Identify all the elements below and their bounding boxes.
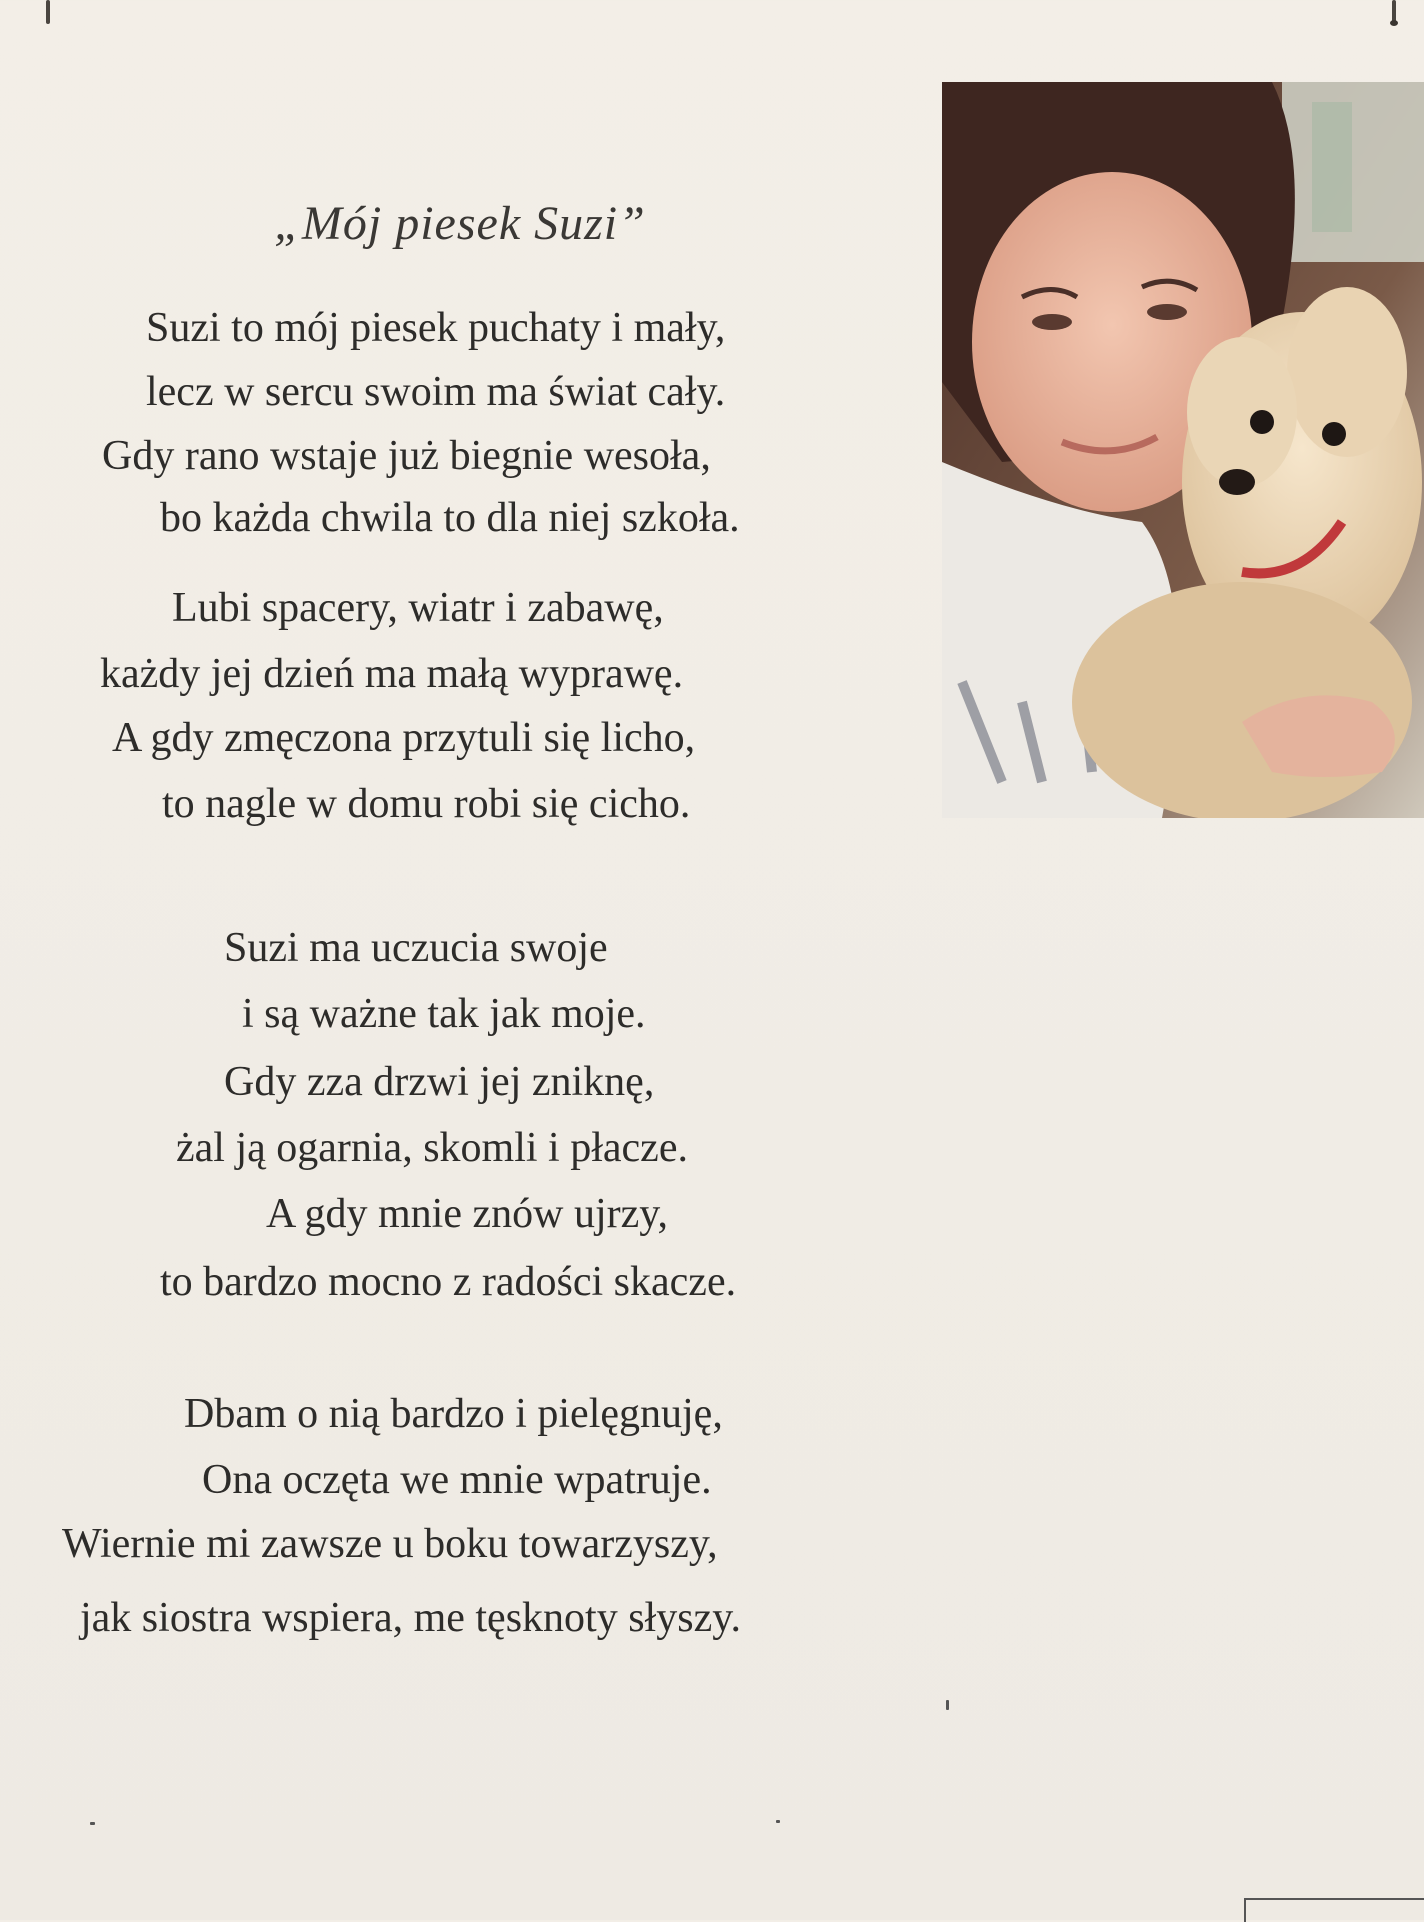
poem-line: A gdy zmęczona przytuli się licho, xyxy=(112,715,696,761)
poem-line: każdy jej dzień ma małą wyprawę. xyxy=(100,651,684,697)
poem-line: bo każda chwila to dla niej szkoła. xyxy=(160,495,740,541)
poem-line: Gdy zza drzwi jej zniknę, xyxy=(224,1059,655,1105)
poem-line: to nagle w domu robi się cicho. xyxy=(162,781,691,827)
pin-right xyxy=(1392,0,1396,24)
poem-line: Dbam o nią bardzo i pielęgnuję, xyxy=(184,1391,723,1437)
poem-line: Gdy rano wstaje już biegnie wesoła, xyxy=(102,433,711,479)
poem-title: „Mój piesek Suzi” xyxy=(274,197,646,250)
poem-line: A gdy mnie znów ujrzy, xyxy=(266,1191,669,1237)
poem-line: Suzi to mój piesek puchaty i mały, xyxy=(146,305,726,351)
poem-line: to bardzo mocno z radości skacze. xyxy=(160,1259,737,1305)
girl-with-dog-photo xyxy=(942,82,1424,818)
paper-speck xyxy=(946,1700,949,1710)
poem-line: żal ją ogarnia, skomli i płacze. xyxy=(176,1125,688,1171)
bottom-right-corner-mark xyxy=(1244,1898,1424,1922)
poem-line: jak siostra wspiera, me tęsknoty słyszy. xyxy=(80,1595,741,1641)
paper-speck xyxy=(776,1820,780,1823)
poem-line: Ona oczęta we mnie wpatruje. xyxy=(202,1457,712,1503)
pin-left xyxy=(46,0,50,24)
poem-line: Lubi spacery, wiatr i zabawę, xyxy=(172,585,664,631)
poem-line: lecz w sercu swoim ma świat cały. xyxy=(146,369,726,415)
paper-speck xyxy=(90,1822,95,1825)
poem-line: i są ważne tak jak moje. xyxy=(242,991,646,1037)
poem-line: Wiernie mi zawsze u boku towarzyszy, xyxy=(62,1521,718,1567)
poem-line: Suzi ma uczucia swoje xyxy=(224,925,608,971)
